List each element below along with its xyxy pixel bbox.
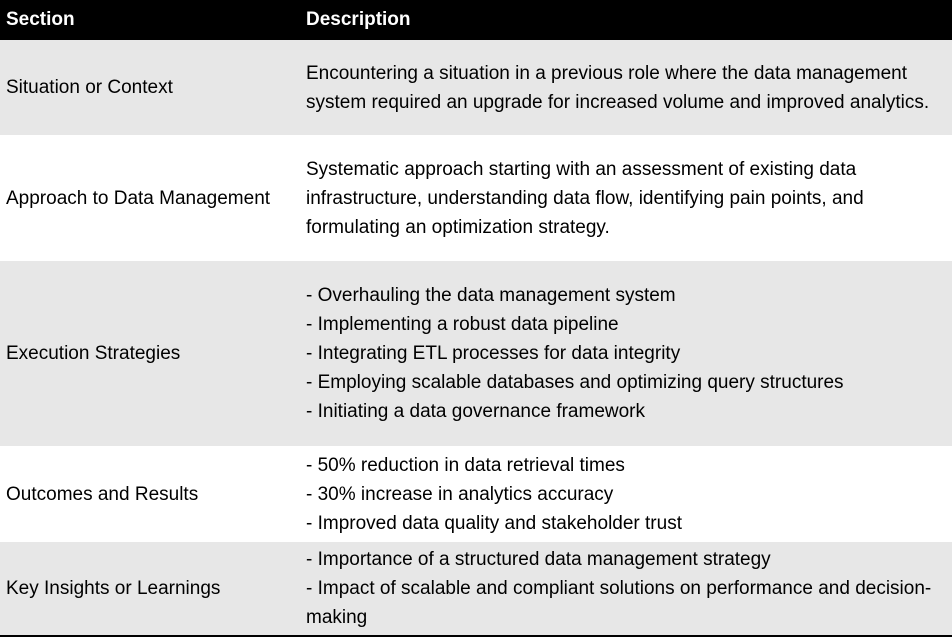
table-row — [0, 542, 952, 636]
row-section: Key Insights or Learnings — [0, 542, 300, 636]
description-line: - Employing scalable databases and optimizing query structures — [306, 372, 844, 393]
description-line: - 50% reduction in data retrieval times — [306, 454, 625, 476]
description-line: - Importance of a structured data management strategy — [306, 549, 771, 570]
row-description — [300, 446, 952, 542]
table-row — [0, 446, 952, 542]
row-section: Outcomes and Results — [0, 446, 300, 542]
row-description — [300, 40, 952, 135]
row-section: Situation or Context — [0, 40, 300, 135]
description-line: Encountering a situation in a previous role where the data management system required an upgrade for increased volume and improved analytics. — [306, 62, 930, 113]
row-section: Approach to Data Management — [0, 135, 300, 261]
description-line: Systematic approach starting with an assessment of existing data infrastructure, understanding data flow, identifying pain points, and formulating an optimization strategy. — [306, 158, 864, 238]
row-section: Execution Strategies — [0, 261, 300, 446]
table-row — [0, 135, 952, 261]
row-description — [300, 261, 952, 446]
description-line: - Implementing a robust data pipeline — [306, 314, 619, 335]
description-line: - Integrating ETL processes for data integrity — [306, 343, 681, 364]
description-line: - Impact of scalable and compliant solutions on performance and decision-making — [306, 578, 932, 628]
table-row — [0, 261, 952, 446]
header-description: Description — [300, 0, 952, 40]
description-line: - Initiating a data governance framework — [306, 401, 646, 422]
description-line: - Improved data quality and stakeholder trust — [306, 512, 682, 534]
description-line: - Overhauling the data management system — [306, 285, 676, 306]
header-section: Section — [0, 0, 300, 40]
table-header-row — [0, 0, 952, 40]
table-row — [0, 40, 952, 135]
row-description — [300, 135, 952, 261]
description-line: - 30% increase in analytics accuracy — [306, 483, 614, 505]
row-description — [300, 542, 952, 636]
